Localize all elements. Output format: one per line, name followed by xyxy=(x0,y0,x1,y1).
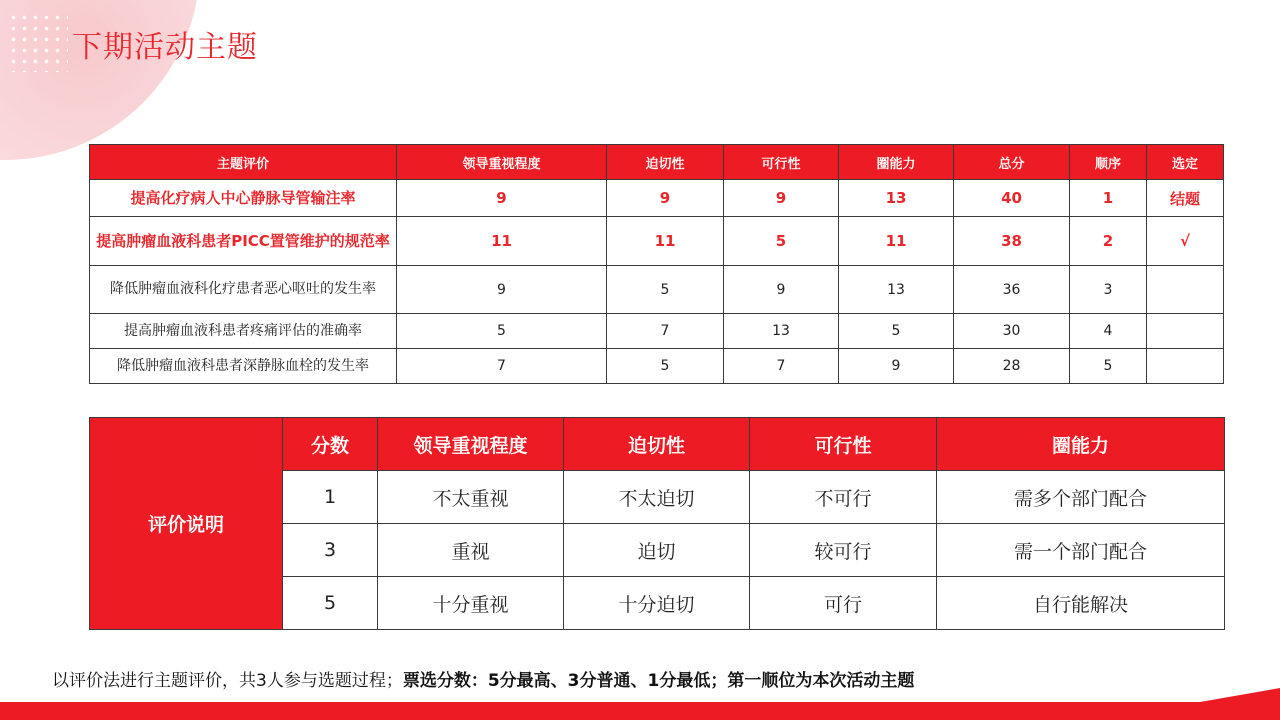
score-cell: 7 xyxy=(397,349,607,384)
criteria-cell: 自行能解决 xyxy=(937,577,1225,630)
header-cell: 主题评价 xyxy=(90,145,397,180)
topic-cell: 提高肿瘤血液科患者PICC置管维护的规范率 xyxy=(90,217,397,266)
dot-pattern-decoration xyxy=(8,12,68,72)
header-cell: 总分 xyxy=(954,145,1070,180)
selected-cell xyxy=(1147,349,1224,384)
header-cell: 分数 xyxy=(283,418,378,471)
rank-cell: 3 xyxy=(1070,266,1147,314)
header-cell: 圈能力 xyxy=(937,418,1225,471)
criteria-cell: 需多个部门配合 xyxy=(937,471,1225,524)
table-row xyxy=(90,180,1224,217)
score-cell: 5 xyxy=(607,349,724,384)
header-cell: 选定 xyxy=(1147,145,1224,180)
evaluation-criteria-table xyxy=(89,417,1225,630)
criteria-cell: 较可行 xyxy=(750,524,937,577)
criteria-side-label: 评价说明 xyxy=(90,418,283,630)
score-cell: 7 xyxy=(724,349,839,384)
criteria-cell: 不太重视 xyxy=(378,471,564,524)
criteria-cell: 十分重视 xyxy=(378,577,564,630)
header-cell: 迫切性 xyxy=(564,418,750,471)
selected-cell: √ xyxy=(1147,217,1224,266)
total-cell: 30 xyxy=(954,314,1070,349)
score-cell: 11 xyxy=(397,217,607,266)
score-cell: 9 xyxy=(724,180,839,217)
score-cell: 9 xyxy=(397,266,607,314)
bottom-accent-bar xyxy=(0,702,1280,720)
header-cell: 可行性 xyxy=(750,418,937,471)
criteria-cell: 十分迫切 xyxy=(564,577,750,630)
criteria-cell: 不太迫切 xyxy=(564,471,750,524)
footnote-bold-text: 票选分数：5分最高、3分普通、1分最低；第一顺位为本次活动主题 xyxy=(402,671,915,691)
total-cell: 28 xyxy=(954,349,1070,384)
total-cell: 38 xyxy=(954,217,1070,266)
selected-cell xyxy=(1147,314,1224,349)
header-cell: 迫切性 xyxy=(607,145,724,180)
header-cell: 可行性 xyxy=(724,145,839,180)
topic-score-table xyxy=(89,144,1224,384)
selected-cell xyxy=(1147,266,1224,314)
table-row xyxy=(90,314,1224,349)
rank-cell: 2 xyxy=(1070,217,1147,266)
score-cell: 9 xyxy=(607,180,724,217)
score-level-cell: 1 xyxy=(283,471,378,524)
header-cell: 圈能力 xyxy=(839,145,954,180)
score-cell: 9 xyxy=(724,266,839,314)
score-cell: 5 xyxy=(724,217,839,266)
rank-cell: 4 xyxy=(1070,314,1147,349)
score-cell: 5 xyxy=(397,314,607,349)
score-cell: 7 xyxy=(607,314,724,349)
criteria-cell: 迫切 xyxy=(564,524,750,577)
rank-cell: 5 xyxy=(1070,349,1147,384)
table-row xyxy=(90,349,1224,384)
score-cell: 5 xyxy=(839,314,954,349)
total-cell: 40 xyxy=(954,180,1070,217)
page-title: 下期活动主题 xyxy=(72,30,258,65)
rank-cell: 1 xyxy=(1070,180,1147,217)
header-cell: 领导重视程度 xyxy=(397,145,607,180)
score-cell: 13 xyxy=(839,180,954,217)
table-row xyxy=(90,266,1224,314)
footnote xyxy=(52,666,914,691)
table-header-row xyxy=(90,418,1225,471)
criteria-cell: 需一个部门配合 xyxy=(937,524,1225,577)
score-cell: 9 xyxy=(397,180,607,217)
header-cell: 领导重视程度 xyxy=(378,418,564,471)
score-cell: 13 xyxy=(724,314,839,349)
score-level-cell: 3 xyxy=(283,524,378,577)
table-header-row xyxy=(90,145,1224,180)
topic-cell: 降低肿瘤血液科化疗患者恶心呕吐的发生率 xyxy=(90,266,397,314)
score-cell: 9 xyxy=(839,349,954,384)
table-row xyxy=(90,217,1224,266)
selected-cell: 结题 xyxy=(1147,180,1224,217)
criteria-cell: 可行 xyxy=(750,577,937,630)
topic-cell: 提高肿瘤血液科患者疼痛评估的准确率 xyxy=(90,314,397,349)
score-cell: 11 xyxy=(839,217,954,266)
topic-cell: 提高化疗病人中心静脉导管输注率 xyxy=(90,180,397,217)
header-cell: 顺序 xyxy=(1070,145,1147,180)
score-cell: 5 xyxy=(607,266,724,314)
total-cell: 36 xyxy=(954,266,1070,314)
criteria-cell: 重视 xyxy=(378,524,564,577)
footnote-plain-text: 以评价法进行主题评价，共3人参与选题过程； xyxy=(52,671,403,691)
score-level-cell: 5 xyxy=(283,577,378,630)
score-cell: 11 xyxy=(607,217,724,266)
criteria-cell: 不可行 xyxy=(750,471,937,524)
score-cell: 13 xyxy=(839,266,954,314)
topic-cell: 降低肿瘤血液科患者深静脉血栓的发生率 xyxy=(90,349,397,384)
